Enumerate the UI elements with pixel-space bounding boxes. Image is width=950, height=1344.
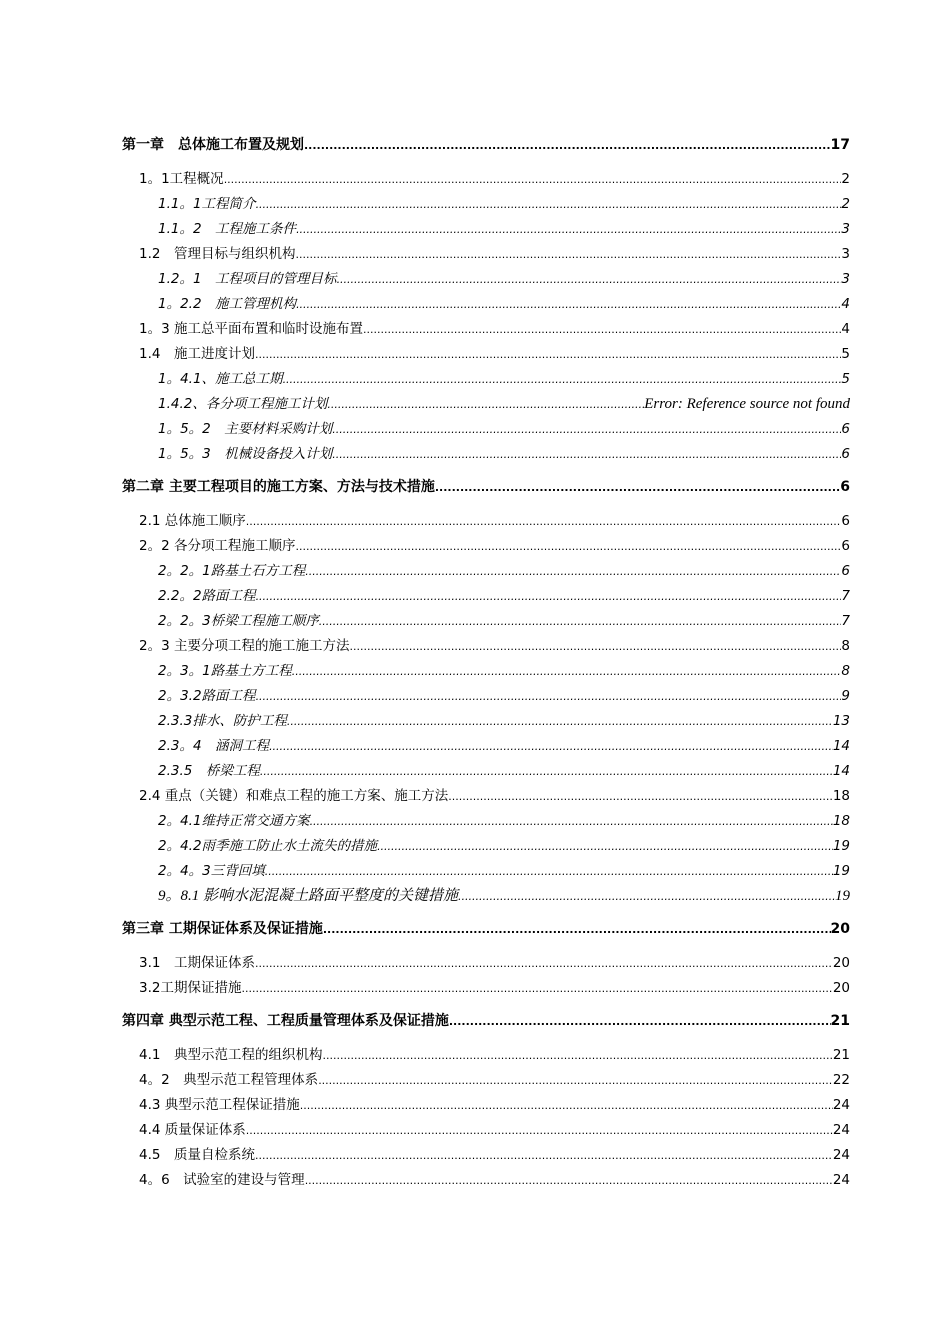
toc-entry-title: 1.2。1 工程项目的管理目标 xyxy=(158,271,337,287)
toc-entry-title: 1。4.1、施工总工期 xyxy=(158,371,283,387)
toc-entry-title: 第四章 典型示范工程、工程质量管理体系及保证措施 xyxy=(122,1013,449,1029)
toc-entry-title: 2。2 各分项工程施工顺序 xyxy=(139,538,296,554)
toc-subsection-entry[interactable] xyxy=(122,192,850,217)
toc-entry-page-number: 6 xyxy=(841,563,850,579)
toc-subsection-entry[interactable] xyxy=(122,809,850,834)
toc-subsection-entry[interactable] xyxy=(122,759,850,784)
toc-section-entry[interactable] xyxy=(122,342,850,367)
toc-subsection-entry[interactable] xyxy=(122,659,850,684)
toc-leader-dots xyxy=(304,133,831,158)
toc-subsection-entry[interactable] xyxy=(122,367,850,392)
toc-leader-dots xyxy=(295,242,841,267)
toc-leader-dots xyxy=(256,584,842,609)
toc-entry-page-number: 21 xyxy=(830,1013,850,1029)
toc-entry-page-number: 5 xyxy=(841,371,850,387)
toc-chapter-entry[interactable] xyxy=(122,917,850,942)
toc-entry-title: 4.5 质量自检系统 xyxy=(139,1147,255,1163)
toc-entry-title: 2.1 总体施工顺序 xyxy=(139,513,246,529)
toc-entry-page-number: 20 xyxy=(832,980,850,996)
toc-leader-dots xyxy=(323,917,831,942)
toc-entry-title: 2。3。1路基土方工程 xyxy=(158,663,292,679)
toc-leader-dots xyxy=(363,317,841,342)
toc-entry-page-number: 18 xyxy=(832,788,850,804)
toc-section-entry[interactable] xyxy=(122,1168,850,1193)
toc-section-entry[interactable] xyxy=(122,167,850,192)
toc-entry-title: 1。5。3 机械设备投入计划 xyxy=(158,446,333,462)
toc-subsection-entry[interactable] xyxy=(122,392,850,417)
toc-leader-dots xyxy=(449,1009,831,1034)
toc-entry-page-number: 4 xyxy=(841,296,850,312)
toc-entry-page-number: 5 xyxy=(841,346,850,362)
toc-subsection-entry[interactable] xyxy=(122,859,850,884)
toc-entry-page-number: 6 xyxy=(841,513,850,529)
toc-leader-dots xyxy=(319,609,842,634)
toc-entry-title: 2.2。2路面工程 xyxy=(158,588,256,604)
toc-entry-title: 2.3.5 桥梁工程 xyxy=(158,763,260,779)
toc-entry-page-number: 17 xyxy=(830,137,850,153)
toc-subsection-entry[interactable] xyxy=(122,884,850,909)
toc-chapter-entry[interactable] xyxy=(122,133,850,158)
toc-leader-dots xyxy=(255,1143,833,1168)
toc-entry-page-number: 8 xyxy=(841,663,850,679)
toc-entry-title: 2。2。3桥梁工程施工顺序 xyxy=(158,613,319,629)
toc-entry-title: 第三章 工期保证体系及保证措施 xyxy=(122,921,323,937)
toc-section-entry[interactable] xyxy=(122,634,850,659)
toc-leader-dots xyxy=(318,1068,833,1093)
toc-subsection-entry[interactable] xyxy=(122,417,850,442)
toc-leader-dots xyxy=(246,1118,833,1143)
toc-entry-page-number: 3 xyxy=(841,221,850,237)
toc-entry-title: 4.3 典型示范工程保证措施 xyxy=(139,1097,300,1113)
toc-subsection-entry[interactable] xyxy=(122,584,850,609)
toc-leader-dots xyxy=(295,534,841,559)
toc-subsection-entry[interactable] xyxy=(122,709,850,734)
toc-entry-title: 1.1。2 工程施工条件 xyxy=(158,221,297,237)
toc-entry-page-number: 19 xyxy=(832,863,850,879)
toc-leader-dots xyxy=(349,634,841,659)
toc-entry-page-number: 6 xyxy=(841,421,850,437)
toc-leader-dots xyxy=(448,784,833,809)
toc-entry-title: 1.2 管理目标与组织机构 xyxy=(139,246,296,262)
toc-entry-title: 第二章 主要工程项目的施工方案、方法与技术措施 xyxy=(122,479,435,495)
toc-entry-page-number: 20 xyxy=(832,955,850,971)
toc-chapter-entry[interactable] xyxy=(122,1009,850,1034)
toc-entry-title: 2.4 重点（关键）和难点工程的施工方案、施工方法 xyxy=(139,788,449,804)
toc-entry-page-number: 13 xyxy=(832,713,850,729)
toc-entry-title: 2。4.1维持正常交通方案 xyxy=(158,813,310,829)
toc-entry-page-number: 20 xyxy=(830,921,850,937)
toc-section-entry[interactable] xyxy=(122,1068,850,1093)
toc-entry-page-number: 7 xyxy=(841,613,850,629)
toc-entry-page-number: 2 xyxy=(841,196,850,212)
toc-leader-dots xyxy=(296,292,841,317)
toc-entry-page-number: 19 xyxy=(835,888,850,904)
toc-leader-dots xyxy=(310,809,833,834)
toc-leader-dots xyxy=(246,509,842,534)
toc-chapter-entry[interactable] xyxy=(122,475,850,500)
toc-section-entry[interactable] xyxy=(122,1043,850,1068)
toc-entry-title: 4。2 典型示范工程管理体系 xyxy=(139,1072,319,1088)
toc-entry-title: 2.3。4 涵洞工程 xyxy=(158,738,270,754)
toc-entry-page-number: Error: Reference source not found xyxy=(644,396,850,412)
toc-entry-title: 4。6 试验室的建设与管理 xyxy=(139,1172,305,1188)
toc-leader-dots xyxy=(283,367,842,392)
toc-entry-page-number: 3 xyxy=(841,271,850,287)
toc-entry-title: 1。5。2 主要材料采购计划 xyxy=(158,421,333,437)
toc-entry-page-number: 4 xyxy=(841,321,850,337)
toc-leader-dots xyxy=(305,1168,833,1193)
toc-subsection-entry[interactable] xyxy=(122,217,850,242)
toc-section-entry[interactable] xyxy=(122,1143,850,1168)
toc-entry-title: 9。8.1 影响水泥混凝土路面平整度的关键措施 xyxy=(158,888,459,904)
toc-leader-dots xyxy=(300,1093,833,1118)
toc-entry-title: 2。4。3三背回填 xyxy=(158,863,265,879)
toc-subsection-entry[interactable] xyxy=(122,442,850,467)
table-of-contents xyxy=(122,133,850,1193)
toc-leader-dots xyxy=(337,267,842,292)
toc-leader-dots xyxy=(287,709,833,734)
toc-entry-page-number: 6 xyxy=(841,446,850,462)
toc-entry-title: 2。2。1路基土石方工程 xyxy=(158,563,306,579)
toc-entry-title: 1.1。1工程简介 xyxy=(158,196,256,212)
toc-entry-page-number: 22 xyxy=(832,1072,850,1088)
toc-entry-title: 2.3.3排水、防护工程 xyxy=(158,713,287,729)
toc-leader-dots xyxy=(296,217,841,242)
toc-leader-dots xyxy=(256,192,842,217)
toc-leader-dots xyxy=(305,559,841,584)
toc-leader-dots xyxy=(224,167,842,192)
toc-section-entry[interactable] xyxy=(122,242,850,267)
toc-leader-dots xyxy=(292,659,842,684)
toc-leader-dots xyxy=(260,759,833,784)
toc-leader-dots xyxy=(327,392,644,417)
toc-entry-title: 2。4.2雨季施工防止水土流失的措施 xyxy=(158,838,378,854)
toc-entry-title: 1。1工程概况 xyxy=(139,171,224,187)
toc-entry-title: 2。3.2路面工程 xyxy=(158,688,256,704)
toc-entry-title: 3.1 工期保证体系 xyxy=(139,955,255,971)
toc-leader-dots xyxy=(241,976,832,1001)
toc-leader-dots xyxy=(269,734,833,759)
toc-leader-dots xyxy=(265,859,833,884)
toc-entry-page-number: 8 xyxy=(841,638,850,654)
toc-subsection-entry[interactable] xyxy=(122,292,850,317)
toc-entry-page-number: 24 xyxy=(832,1122,850,1138)
toc-entry-title: 2。3 主要分项工程的施工施工方法 xyxy=(139,638,350,654)
toc-subsection-entry[interactable] xyxy=(122,559,850,584)
toc-entry-title: 1.4 施工进度计划 xyxy=(139,346,255,362)
toc-entry-title: 3.2工期保证措施 xyxy=(139,980,242,996)
toc-section-entry[interactable] xyxy=(122,1118,850,1143)
toc-entry-title: 1。3 施工总平面布置和临时设施布置 xyxy=(139,321,363,337)
toc-entry-page-number: 19 xyxy=(832,838,850,854)
toc-entry-page-number: 6 xyxy=(841,538,850,554)
toc-section-entry[interactable] xyxy=(122,534,850,559)
toc-entry-page-number: 24 xyxy=(832,1097,850,1113)
toc-entry-page-number: 14 xyxy=(832,738,850,754)
toc-section-entry[interactable] xyxy=(122,951,850,976)
toc-entry-page-number: 24 xyxy=(832,1172,850,1188)
toc-entry-page-number: 9 xyxy=(841,688,850,704)
toc-section-entry[interactable] xyxy=(122,509,850,534)
toc-entry-title: 1.4.2、各分项工程施工计划 xyxy=(158,396,328,412)
toc-entry-page-number: 2 xyxy=(841,171,850,187)
toc-entry-title: 4.4 质量保证体系 xyxy=(139,1122,246,1138)
toc-leader-dots xyxy=(332,417,841,442)
toc-entry-page-number: 14 xyxy=(832,763,850,779)
toc-entry-page-number: 7 xyxy=(841,588,850,604)
toc-leader-dots xyxy=(332,442,841,467)
toc-entry-page-number: 3 xyxy=(841,246,850,262)
toc-section-entry[interactable] xyxy=(122,976,850,1001)
toc-entry-title: 4.1 典型示范工程的组织机构 xyxy=(139,1047,323,1063)
toc-leader-dots xyxy=(377,834,833,859)
toc-section-entry[interactable] xyxy=(122,1093,850,1118)
toc-entry-page-number: 21 xyxy=(832,1047,850,1063)
toc-subsection-entry[interactable] xyxy=(122,834,850,859)
toc-subsection-entry[interactable] xyxy=(122,609,850,634)
toc-subsection-entry[interactable] xyxy=(122,267,850,292)
toc-leader-dots xyxy=(255,342,841,367)
toc-leader-dots xyxy=(435,475,840,500)
toc-entry-page-number: 6 xyxy=(840,479,850,495)
toc-leader-dots xyxy=(256,684,842,709)
toc-leader-dots xyxy=(322,1043,832,1068)
toc-section-entry[interactable] xyxy=(122,784,850,809)
toc-subsection-entry[interactable] xyxy=(122,684,850,709)
toc-entry-title: 第一章 总体施工布置及规划 xyxy=(122,137,304,153)
toc-entry-title: 1。2.2 施工管理机构 xyxy=(158,296,297,312)
toc-leader-dots xyxy=(458,884,835,909)
toc-section-entry[interactable] xyxy=(122,317,850,342)
toc-entry-page-number: 18 xyxy=(832,813,850,829)
toc-leader-dots xyxy=(255,951,833,976)
toc-entry-page-number: 24 xyxy=(832,1147,850,1163)
toc-subsection-entry[interactable] xyxy=(122,734,850,759)
